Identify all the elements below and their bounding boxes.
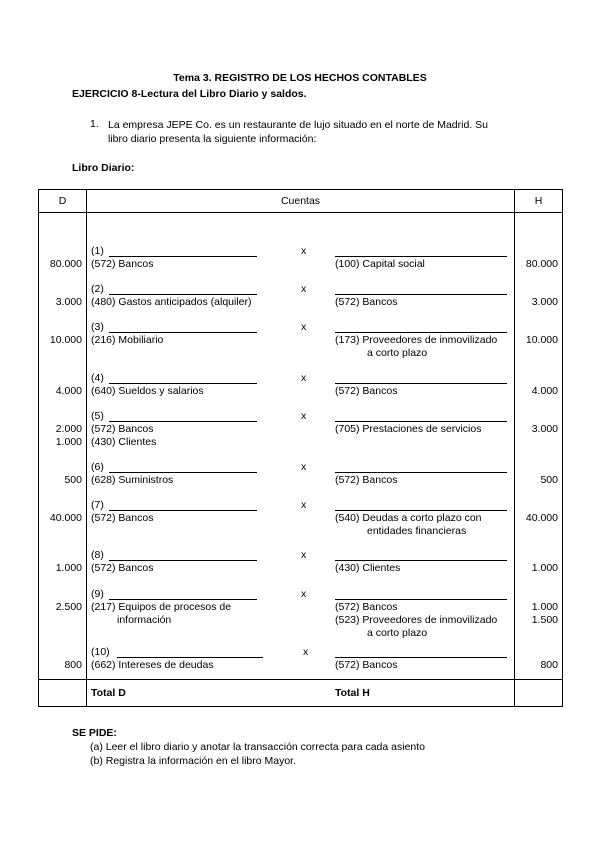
journal-total-row (39, 680, 563, 707)
debit-amount: 80.000 (49, 258, 82, 270)
debit-blank-line (109, 599, 257, 600)
entry-x-marker: x (303, 646, 309, 658)
credit-amount: 4.000 (531, 385, 558, 397)
debit-amount: 800 (64, 659, 82, 671)
entry-number: (5) (91, 410, 104, 422)
debit-blank-line (109, 256, 257, 257)
debit-blank-line (109, 510, 257, 511)
credit-amount: 80.000 (525, 258, 558, 270)
credit-account: (173) Proveedores de inmovilizado (335, 334, 498, 346)
credit-account: a corto plazo (367, 347, 428, 359)
debit-blank-line (109, 472, 257, 473)
credit-account: (572) Bancos (335, 474, 398, 486)
debit-blank-line (117, 657, 263, 658)
exercise-title: EJERCICIO 8-Lectura del Libro Diario y saldos. (72, 88, 307, 100)
credit-column (515, 213, 563, 680)
entry-x-marker: x (301, 549, 307, 561)
credit-account: (572) Bancos (335, 385, 398, 397)
debit-amount: 2.000 (55, 423, 82, 435)
credit-amount: 1.000 (531, 601, 558, 613)
credit-blank-line (335, 421, 507, 422)
credit-amount: 3.000 (531, 296, 558, 308)
se-pide-heading: SE PIDE: (72, 727, 117, 739)
total-h-label: Total H (335, 687, 370, 699)
entry-x-marker: x (301, 588, 307, 600)
entry-x-marker: x (301, 410, 307, 422)
credit-blank-line (335, 256, 507, 257)
debit-account: (572) Bancos (91, 512, 154, 524)
credit-account: a corto plazo (367, 627, 428, 639)
entry-x-marker: x (301, 499, 307, 511)
cuentas-header: Cuentas (87, 190, 515, 213)
debit-account: (572) Bancos (91, 562, 154, 574)
statement-number: 1. (90, 118, 99, 130)
credit-blank-line (335, 657, 507, 658)
credit-blank-line (335, 560, 507, 561)
credit-blank-line (335, 599, 507, 600)
credit-account: entidades financieras (367, 525, 467, 537)
debit-amount: 500 (64, 474, 82, 486)
statement-line-1: La empresa JEPE Co. es un restaurante de lujo situado en el norte de Madrid. Su (108, 119, 488, 131)
credit-amount: 1.000 (531, 562, 558, 574)
statement-line-2: libro diario presenta la siguiente información: (108, 133, 317, 145)
credit-blank-line (335, 472, 507, 473)
debit-account: (572) Bancos (91, 423, 154, 435)
credit-header: H (515, 190, 563, 213)
debit-account: (628) Suministros (91, 474, 174, 486)
debit-amount: 3.000 (55, 296, 82, 308)
debit-header: D (39, 190, 87, 213)
debit-account: (216) Mobiliario (91, 334, 164, 346)
debit-amount: 40.000 (49, 512, 82, 524)
journal-body-row (39, 213, 563, 680)
task-a: (a) Leer el libro diario y anotar la transacción correcta para cada asiento (90, 741, 426, 753)
entry-x-marker: x (301, 321, 307, 333)
totals-cell (87, 680, 515, 707)
debit-amount: 1.000 (55, 562, 82, 574)
credit-blank-line (335, 294, 507, 295)
credit-account: (572) Bancos (335, 296, 398, 308)
credit-account: (705) Prestaciones de servicios (335, 423, 482, 435)
task-b: (b) Registra la información en el libro Mayor. (90, 755, 297, 767)
credit-amount: 800 (540, 659, 558, 671)
total-d-empty (39, 680, 87, 707)
credit-amount: 10.000 (525, 334, 558, 346)
entry-x-marker: x (301, 245, 307, 257)
entry-number: (2) (91, 283, 104, 295)
credit-account: (540) Deudas a corto plazo con (335, 512, 482, 524)
total-d-label: Total D (91, 687, 126, 699)
page-title: Tema 3. REGISTRO DE LOS HECHOS CONTABLES (173, 72, 427, 84)
debit-amount: 1.000 (55, 436, 82, 448)
credit-blank-line (335, 332, 507, 333)
entry-number: (6) (91, 461, 104, 473)
credit-blank-line (335, 383, 507, 384)
entry-x-marker: x (301, 372, 307, 384)
entry-number: (8) (91, 549, 104, 561)
credit-account: (572) Bancos (335, 659, 398, 671)
entry-x-marker: x (301, 283, 307, 295)
statement-text (108, 118, 518, 146)
journal-table (38, 189, 563, 707)
entry-number: (3) (91, 321, 104, 333)
journal-header-row (39, 190, 563, 213)
debit-amount: 4.000 (55, 385, 82, 397)
credit-account: (430) Clientes (335, 562, 401, 574)
entry-number: (9) (91, 588, 104, 600)
debit-blank-line (109, 383, 257, 384)
debit-account: (640) Sueldos y salarios (91, 385, 204, 397)
debit-column (39, 213, 87, 680)
entry-number: (4) (91, 372, 104, 384)
debit-amount: 2.500 (55, 601, 82, 613)
debit-blank-line (109, 294, 257, 295)
credit-blank-line (335, 510, 507, 511)
debit-blank-line (109, 332, 257, 333)
credit-amount: 40.000 (525, 512, 558, 524)
debit-amount: 10.000 (49, 334, 82, 346)
debit-account: (572) Bancos (91, 258, 154, 270)
debit-account: (480) Gastos anticipados (alquiler) (91, 296, 252, 308)
entry-number: (1) (91, 245, 104, 257)
credit-amount: 3.000 (531, 423, 558, 435)
debit-account: (217) Equipos de procesos de (91, 601, 232, 613)
entry-x-marker: x (301, 461, 307, 473)
total-h-empty (515, 680, 563, 707)
entry-number: (7) (91, 499, 104, 511)
credit-account: (523) Proveedores de inmovilizado (335, 614, 498, 626)
credit-account: (100) Capital social (335, 258, 425, 270)
credit-amount: 1.500 (531, 614, 558, 626)
debit-blank-line (109, 421, 257, 422)
debit-account: información (117, 614, 172, 626)
libro-diario-label: Libro Diario: (72, 162, 135, 174)
credit-account: (572) Bancos (335, 601, 398, 613)
credit-amount: 500 (540, 474, 558, 486)
debit-account: (662) Intereses de deudas (91, 659, 214, 671)
cuentas-column (87, 213, 515, 680)
debit-account: (430) Clientes (91, 436, 157, 448)
entry-number: (10) (91, 646, 110, 658)
debit-blank-line (109, 560, 257, 561)
